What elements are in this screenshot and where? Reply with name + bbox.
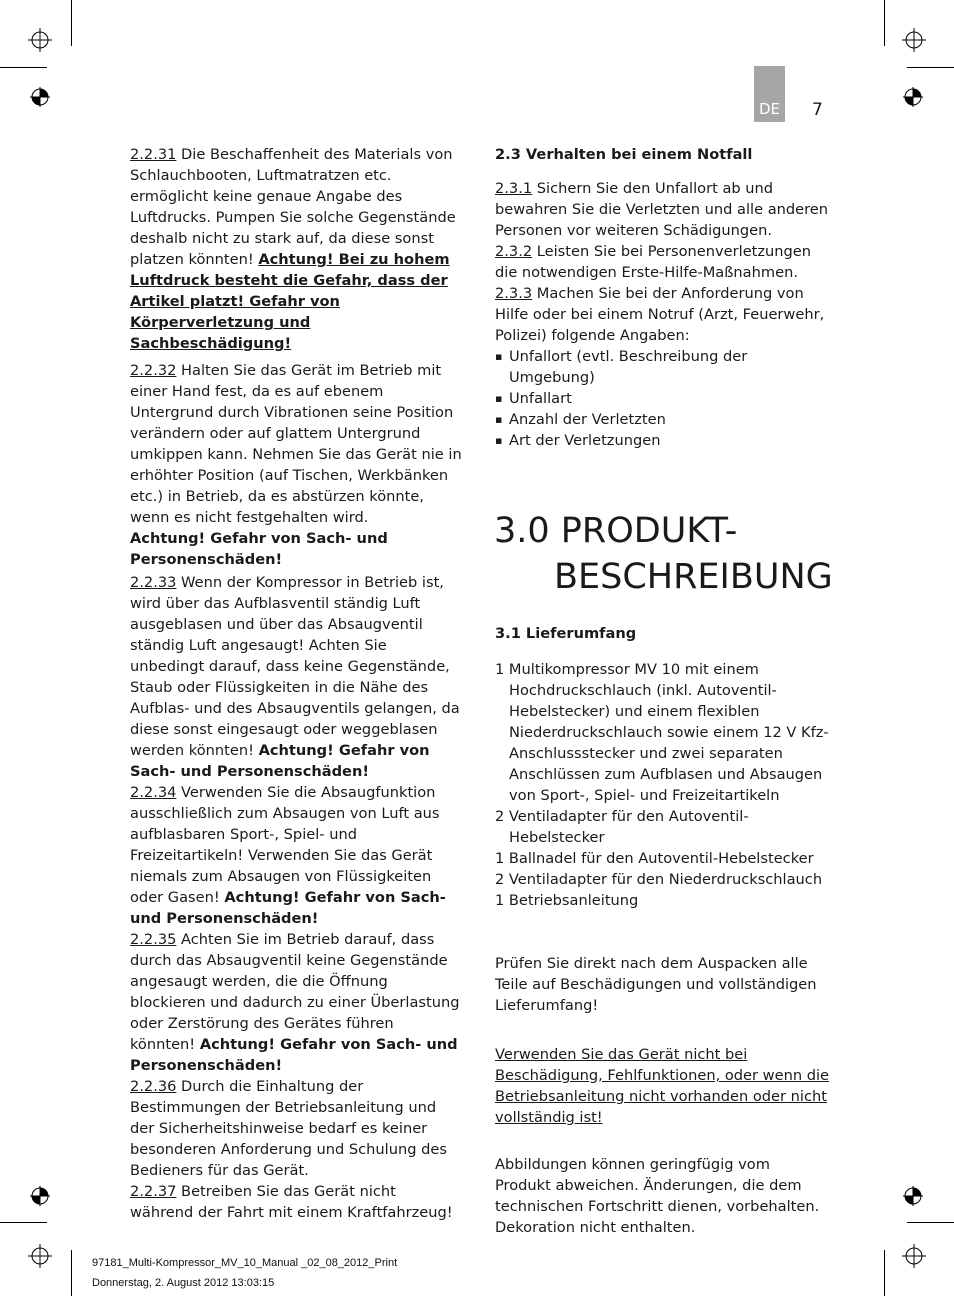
check-paragraph: Prüfen Sie direkt nach dem Auspacken alle Teile auf Beschädigungen und vollständigen Lieferumfang! xyxy=(495,955,817,1014)
list-item: ▪ Art der Verletzungen xyxy=(495,430,830,451)
note-paragraph: Abbildungen können geringfügig vom Produkt abweichen. Änderungen, die dem technischen Fortschritt dienen, vorbehalten. Dekoration nicht enthalten. xyxy=(495,1156,820,1236)
paragraph-2-2-37 xyxy=(130,1181,462,1223)
right-column-top xyxy=(495,144,830,451)
list-item: ▪ Unfallart xyxy=(495,388,830,409)
left-column xyxy=(130,144,462,1223)
section-number: 2.2.33 xyxy=(130,574,177,591)
scope-of-delivery-list xyxy=(495,659,830,911)
registration-dot-icon xyxy=(903,1186,923,1206)
crop-line-top-right-v xyxy=(884,0,885,46)
paragraph-2-3-2 xyxy=(495,241,830,283)
warning-paragraph: Verwenden Sie das Gerät nicht bei Beschädigung, Fehlfunktionen, oder wenn die Betriebsanleitung nicht vorhanden oder nicht vollständig ist! xyxy=(495,1046,830,1126)
paragraph-text: Wenn der Kompressor in Betrieb ist, wird über das Aufblasventil ständig Luft ausgeblasen und über das Absaugventil ständig Luft angesaugt! Achten Sie unbedingt darauf, dass keine Gegenstände, Staub oder Flüssigkeiten in die Nähe des Aufblas- und des Absaugventils gelangen, da diese sonst eingesaugt oder weggeblasen werden könnten! xyxy=(130,574,460,759)
crop-line-bottom-right-v xyxy=(884,1250,885,1296)
section-number: 2.2.37 xyxy=(130,1183,177,1200)
list-item: ▪ Unfallort (evtl. Beschreibung der Umgebung) xyxy=(495,346,830,388)
paragraph-text: Die Beschaffenheit des Materials von Schlauchbooten, Luftmatratzen etc. ermöglicht keine genaue Angabe des Luftdrucks. Pumpen Sie solche Gegenstände deshalb nicht zu stark auf, da diese sonst platzen könnten! xyxy=(130,146,456,268)
section-number: 2.2.36 xyxy=(130,1078,177,1095)
crop-line-top-left-v xyxy=(71,0,72,46)
crop-line-top-right-h xyxy=(907,67,954,68)
section-number: 2.2.31 xyxy=(130,146,177,163)
page-number: 7 xyxy=(812,100,823,120)
registration-mark-icon xyxy=(902,28,926,52)
crop-line-bottom-left-v xyxy=(71,1250,72,1296)
paragraph-2-2-34 xyxy=(130,782,462,929)
warning-text: Achtung! Gefahr von Sach- und Personenschäden! xyxy=(130,742,430,780)
list-item: 1 Betriebsanleitung xyxy=(495,892,639,909)
warning-text: Achtung! Gefahr von Sach- und Personenschäden! xyxy=(130,530,388,568)
registration-dot-icon xyxy=(30,87,50,107)
warning-text: Achtung! Gefahr von Sach- und Personenschäden! xyxy=(130,889,446,927)
paragraph-2-3-3 xyxy=(495,283,830,346)
section-heading: 3.1 Lieferumfang xyxy=(495,625,637,642)
paragraph-text: Achten Sie im Betrieb darauf, dass durch das Absaugventil keine Gegenstände angesaugt werden, die die Öffnung blockieren und dadurch zu einer Überlastung oder Zerstörung des Gerätes führen könnten! xyxy=(130,931,460,1053)
info-list xyxy=(495,346,830,451)
section-number: 2.2.32 xyxy=(130,362,177,379)
footer-date: Donnerstag, 2. August 2012 13:03:15 xyxy=(92,1277,275,1289)
section-number: 2.2.35 xyxy=(130,931,177,948)
footer-filename: 97181_Multi-Kompressor_MV_10_Manual _02_08_2012_Print xyxy=(92,1257,398,1269)
warning-text: Achtung! Gefahr von Sach- und Personenschäden! xyxy=(130,1036,458,1074)
warning-text: Achtung! Bei zu hohem Luftdruck besteht die Gefahr, dass der Artikel platzt! Gefahr von Körperverletzung und Sachbeschädigung! xyxy=(130,251,450,352)
paragraph-2-3-1 xyxy=(495,178,830,241)
chapter-title xyxy=(494,508,833,600)
paragraph-text: Leisten Sie bei Personenverletzungen die notwendigen Erste-Hilfe-Maßnahmen. xyxy=(495,243,812,281)
section-number: 2.3.2 xyxy=(495,243,533,260)
crop-line-bottom-left-h xyxy=(0,1222,47,1223)
list-item: 1 Ballnadel für den Autoventil-Hebelstecker xyxy=(495,850,814,867)
registration-dot-icon xyxy=(30,1186,50,1206)
language-tab-label: DE xyxy=(758,100,781,118)
section-number: 2.3.1 xyxy=(495,180,533,197)
paragraph-2-2-31 xyxy=(130,144,462,354)
registration-mark-icon xyxy=(28,28,52,52)
paragraph-2-2-32 xyxy=(130,360,462,528)
paragraph-text: Sichern Sie den Unfallort ab und bewahren Sie die Verletzten und alle anderen Personen vor weiteren Schädigungen. xyxy=(495,180,829,239)
list-item: ▪ Anzahl der Verletzten xyxy=(495,409,830,430)
section-number: 2.3.3 xyxy=(495,285,533,302)
paragraph-text: Machen Sie bei der Anforderung von Hilfe oder bei einem Notruf (Arzt, Feuerwehr, Polizei) folgende Angaben: xyxy=(495,285,825,344)
language-tab xyxy=(754,66,785,122)
section-number: 2.2.34 xyxy=(130,784,177,801)
paragraph-text: Verwenden Sie die Absaugfunktion ausschließlich zum Absaugen von Luft aus aufblasbaren Sport-, Spiel- und Freizeitartikeln! Verwenden Sie das Gerät niemals zum Absaugen von Flüssigkeiten oder Gasen! xyxy=(130,784,440,906)
crop-line-bottom-right-h xyxy=(907,1222,954,1223)
paragraph-text: Halten Sie das Gerät im Betrieb mit einer Hand fest, da es auf ebenem Untergrund durch Vibrationen seine Position verändern oder auf glattem Untergrund umkippen kann. Nehmen Sie das Gerät nie in erhöhter Position (auf Tischen, Werkbänken etc.) in Betrieb, da es abstürzen könnte, wenn es nicht festgehalten wird. xyxy=(130,362,462,526)
registration-mark-icon xyxy=(902,1244,926,1268)
registration-dot-icon xyxy=(903,87,923,107)
section-heading: 2.3 Verhalten bei einem Notfall xyxy=(495,146,753,163)
paragraph-2-2-33 xyxy=(130,572,462,782)
chapter-title-line1: 3.0 PRODUKT- xyxy=(494,511,738,551)
paragraph-2-2-35 xyxy=(130,929,462,1076)
list-item: 2 Ventiladapter für den Autoventil-Hebelstecker xyxy=(495,808,749,846)
list-item: 1 Multikompressor MV 10 mit einem Hochdruckschlauch (inkl. Autoventil-Hebelstecker) und einem flexiblen Niederdruckschlauch sowie einem 12 V Kfz-Anschlussstecker und zwei separaten Anschlüssen zum Aufblasen und Absaugen von Sport-, Spiel- und Freizeitartikeln xyxy=(495,661,829,804)
registration-mark-icon xyxy=(28,1244,52,1268)
chapter-title-line2: BESCHREIBUNG xyxy=(554,557,833,597)
paragraph-text: Durch die Einhaltung der Bestimmungen der Betriebsanleitung und der Sicherheitshinweise bedarf es keiner besonderen Anforderung und Schulung des Bedieners für das Gerät. xyxy=(130,1078,447,1179)
paragraph-2-2-36 xyxy=(130,1076,462,1181)
list-item: 2 Ventiladapter für den Niederdruckschlauch xyxy=(495,871,823,888)
right-column-bottom xyxy=(495,623,830,1238)
crop-line-top-left-h xyxy=(0,67,47,68)
paragraph-text: Betreiben Sie das Gerät nicht während der Fahrt mit einem Kraftfahrzeug! xyxy=(130,1183,453,1221)
